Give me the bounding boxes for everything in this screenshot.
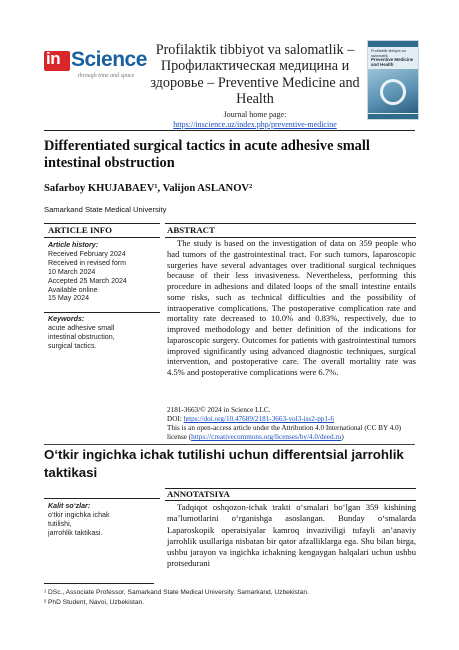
footnote-2: ² PhD Student, Navoi, Uzbekistan. xyxy=(44,599,145,606)
history-line: Received February 2024 xyxy=(48,249,126,258)
keywords-label: Keywords: xyxy=(48,315,85,323)
keyword-line: acute adhesive small xyxy=(48,323,115,332)
doi-link[interactable]: https://doi.org/10.47689/2181-3663-vol3-iss2-pp1-6 xyxy=(183,415,334,424)
keywords-rule xyxy=(44,312,160,313)
article-history xyxy=(48,241,160,303)
uz-keywords-top-rule xyxy=(44,498,160,499)
logo-science-text: Science xyxy=(71,48,147,71)
uz-keyword-line: tutilishi, xyxy=(48,519,72,528)
logo-tagline: through time and space xyxy=(78,73,135,79)
footnote-rule xyxy=(44,583,154,584)
journal-cover-thumbnail xyxy=(367,40,419,120)
annotation-bottom-rule xyxy=(165,500,416,501)
abstract-heading: ABSTRACT xyxy=(167,225,215,235)
article-authors: Safarboy KHUJABAEV¹, Valijon ASLANOV² xyxy=(44,183,253,194)
homepage-label: Journal home page: xyxy=(223,110,287,119)
doi-line: DOI: https://doi.org/10.47689/2181-3663-vol3-iss2-pp1-6 xyxy=(167,415,334,424)
article-info-top-rule xyxy=(44,223,160,224)
cover-image xyxy=(368,69,418,113)
history-line: Received in revised form xyxy=(48,258,127,267)
annotation-heading: ANNOTATSIYA xyxy=(167,489,230,499)
header-divider xyxy=(44,130,415,131)
article-info-bottom-rule xyxy=(44,237,160,238)
journal-title: Profilaktik tibbiyot va salomatlik – Профилактическая медицина и здоровье – Preventive Medicine and Health xyxy=(150,42,360,108)
footnote-1: ¹ DSc., Associate Professor, Samarkand State Medical University. Samarkand, Uzbekistan. xyxy=(44,589,309,596)
abstract-text: The study is based on the investigation of data on 359 people who had tumors of the gastrointestinal tract. For such tumors, laparoscopic surgeries have several advantages over traditional surgical techniques because of their less invasiveness. Nevertheless, performing this procedure in adhesions and dilated loops of the small intestine entails some risks, such as technical difficulties and the possibility of intraoperative complications. The postoperative complication rate and mortality rate decreased to 10.0% and 0.83%, respectively, due to improved methodology and better definition of the indications for laparoscopic surgery. Outcomes for patients with gastrointestinal tumors improved significantly using advanced diagnostic techniques, surgical intervention, and postoperative care. The overall mortality rate was 4.5% and postoperative complications were 6.7%. xyxy=(167,238,416,377)
history-line: 15 May 2024 xyxy=(48,294,90,303)
abstract-top-rule xyxy=(165,223,416,224)
inscience-logo xyxy=(44,48,147,86)
uz-keywords-label: Kalit so‘zlar: xyxy=(48,502,91,510)
journal-homepage xyxy=(146,110,364,130)
article-info-heading: ARTICLE INFO xyxy=(48,225,112,235)
license-link[interactable]: https://creativecommons.org/licenses/by/4.0/deed.ru xyxy=(191,433,342,442)
keywords-block xyxy=(48,315,160,351)
history-line: Available online xyxy=(48,285,98,294)
article-title: Differentiated surgical tactics in acute adhesive small intestinal obstruction xyxy=(44,138,370,171)
copyright-line: 2181-3663/© 2024 in Science LLC. xyxy=(167,406,271,414)
uzbek-title: O‘tkir ingichka ichak tutilishi uchun differentsial jarrohlik taktikasi xyxy=(44,447,404,480)
uz-keyword-line: o‘tkir ingichka ichak xyxy=(48,510,110,519)
history-line: Accepted 25 March 2024 xyxy=(48,276,127,285)
copyright-block xyxy=(167,406,416,442)
uz-keyword-line: jarrohlik taktikasi. xyxy=(48,528,103,537)
logo-in-text: in xyxy=(46,49,61,68)
section-divider xyxy=(44,444,415,445)
keyword-line: surgical tactics. xyxy=(48,341,97,350)
keyword-line: intestinal obstruction, xyxy=(48,332,115,341)
annotation-text: Tadqiqot oshqozon-ichak trakti o‘smalari bo‘lgan 359 kishining ma’lumotlarini o‘rganishga asoslangan. Bunday o‘smalarda Laparoskopik operatsiyalar kamroq invaziviligi tufayli an’anaviy jarrohlik usullariga nisbatan bir qator afzalliklarga ega. Shu bilan birga, ushbu jarayon va ingichka ichakning kengaygan halqalari uchun ushbu protsedurani xyxy=(167,502,416,569)
history-line: 10 March 2024 xyxy=(48,267,96,276)
homepage-link[interactable]: https://inscience.uz/index.php/preventive-medicine xyxy=(173,120,337,129)
uz-keywords-block xyxy=(48,502,160,538)
license-line: This is an open-access article under the Attribution 4.0 International (CC BY 4.0) license (https://creativecommons.org/licenses/by/4.0/deed.ru) xyxy=(167,424,402,442)
history-label: Article history: xyxy=(48,241,99,249)
author-affiliation: Samarkand State Medical University xyxy=(44,205,167,214)
cover-text: Profilaktik tibbiyot va salomatlik Preventive Medicine and Health xyxy=(371,49,414,67)
